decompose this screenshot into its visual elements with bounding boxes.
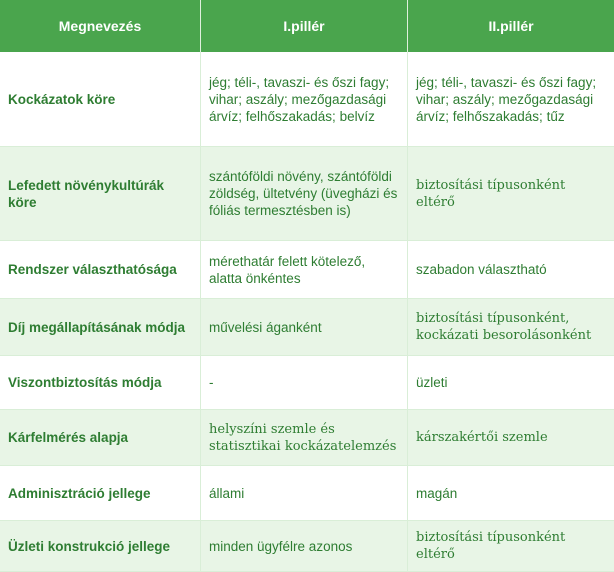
row-novenykulturak-pillar-1: szántóföldi növény, szántóföldi zöldség, ültetvény (üvegházi és fóliás termesztésben is) [201,147,408,241]
row-novenykulturak-pillar-2: biztosítási típusonként eltérő [408,147,614,241]
header-megnevezes: Megnevezés [0,0,201,52]
row-label-dij: Díj megállapításának módja [0,299,201,356]
row-label-kockazatok: Kockázatok köre [0,52,201,147]
row-adminisztracio-pillar-2: magán [408,466,614,521]
row-label-uzleti-konstrukcio: Üzleti konstrukció jellege [0,521,201,572]
row-valaszthatosag-pillar-1: mérethatár felett kötelező, alatta önkéntes [201,241,408,299]
row-karfelmeres-pillar-1: helyszíni szemle és statisztikai kockázatelemzés [201,410,408,466]
header-pillar-1: I.pillér [201,0,408,52]
row-viszontbiztositas-pillar-1: - [201,356,408,410]
row-label-novenykulturak: Lefedett növénykultúrák köre [0,147,201,241]
row-adminisztracio-pillar-1: állami [201,466,408,521]
row-dij-pillar-2: biztosítási típusonként, kockázati besorolásonként [408,299,614,356]
row-label-viszontbiztositas: Viszontbiztosítás módja [0,356,201,410]
row-karfelmeres-pillar-2: kárszakértői szemle [408,410,614,466]
row-dij-pillar-1: művelési áganként [201,299,408,356]
row-valaszthatosag-pillar-2: szabadon választható [408,241,614,299]
row-label-adminisztracio: Adminisztráció jellege [0,466,201,521]
row-label-valaszthatosag: Rendszer választhatósága [0,241,201,299]
header-pillar-2: II.pillér [408,0,614,52]
row-label-karfelmeres: Kárfelmérés alapja [0,410,201,466]
row-viszontbiztositas-pillar-2: üzleti [408,356,614,410]
row-uzleti-konstrukcio-pillar-2: biztosítási típusonként eltérő [408,521,614,572]
row-uzleti-konstrukcio-pillar-1: minden ügyfélre azonos [201,521,408,572]
row-kockazatok-pillar-2: jég; téli-, tavaszi- és őszi fagy; vihar; aszály; mezőgazdasági árvíz; felhőszakadás; tűz [408,52,614,147]
row-kockazatok-pillar-1: jég; téli-, tavaszi- és őszi fagy; vihar; aszály; mezőgazdasági árvíz; felhőszakadás; belvíz [201,52,408,147]
